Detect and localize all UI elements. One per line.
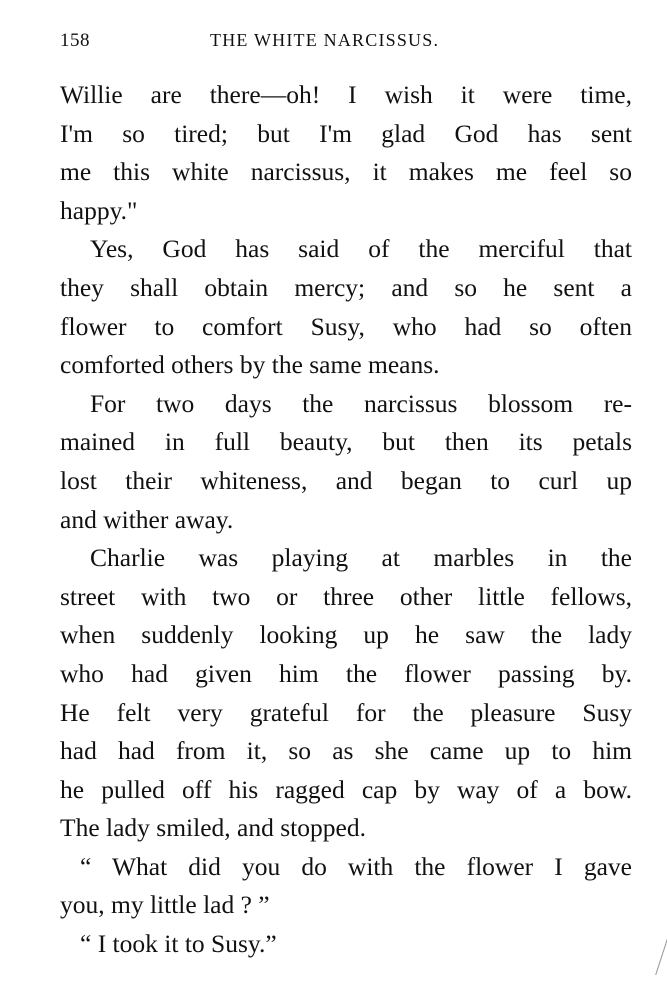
text-line: who had given him the flower passing by. <box>60 658 632 688</box>
text-line: he pulled off his ragged cap by way of a bow. <box>60 774 632 804</box>
text-line: Yes, God has said of the merciful that <box>90 234 632 264</box>
text-line: and wither away. <box>60 504 234 534</box>
page-edge-mark <box>655 933 667 975</box>
text-line: had had from it, so as she came up to him <box>60 736 632 766</box>
running-head <box>60 30 640 60</box>
running-title: THE WHITE NARCISSUS. <box>210 30 440 50</box>
page-number: 158 <box>60 30 90 51</box>
text-line: He felt very grateful for the pleasure Susy <box>60 697 632 727</box>
text-line: mained in full beauty, but then its petals <box>60 427 632 457</box>
text-line: I'm so tired; but I'm glad God has sent <box>60 118 632 148</box>
text-line: The lady smiled, and stopped. <box>60 813 366 843</box>
text-line: “ What did you do with the flower I gave <box>80 851 632 881</box>
body-text <box>60 76 632 964</box>
text-line: flower to comfort Susy, who had so often <box>60 311 632 341</box>
text-line: “ I took it to Susy.” <box>80 929 277 959</box>
text-line: you, my little lad ? ” <box>60 890 270 920</box>
text-line: happy." <box>60 195 138 225</box>
text-line: street with two or three other little fellows, <box>60 581 632 611</box>
text-line: Willie are there—oh! I wish it were time, <box>60 80 632 109</box>
text-line: lost their whiteness, and began to curl up <box>60 465 632 495</box>
text-line: when suddenly looking up he saw the lady <box>60 620 632 650</box>
text-line: me this white narcissus, it makes me feel so <box>60 157 632 187</box>
text-line: For two days the narcissus blossom re- <box>90 388 632 418</box>
text-line: comforted others by the same means. <box>60 350 440 380</box>
text-line: they shall obtain mercy; and so he sent a <box>60 272 632 302</box>
text-line: Charlie was playing at marbles in the <box>90 543 632 573</box>
